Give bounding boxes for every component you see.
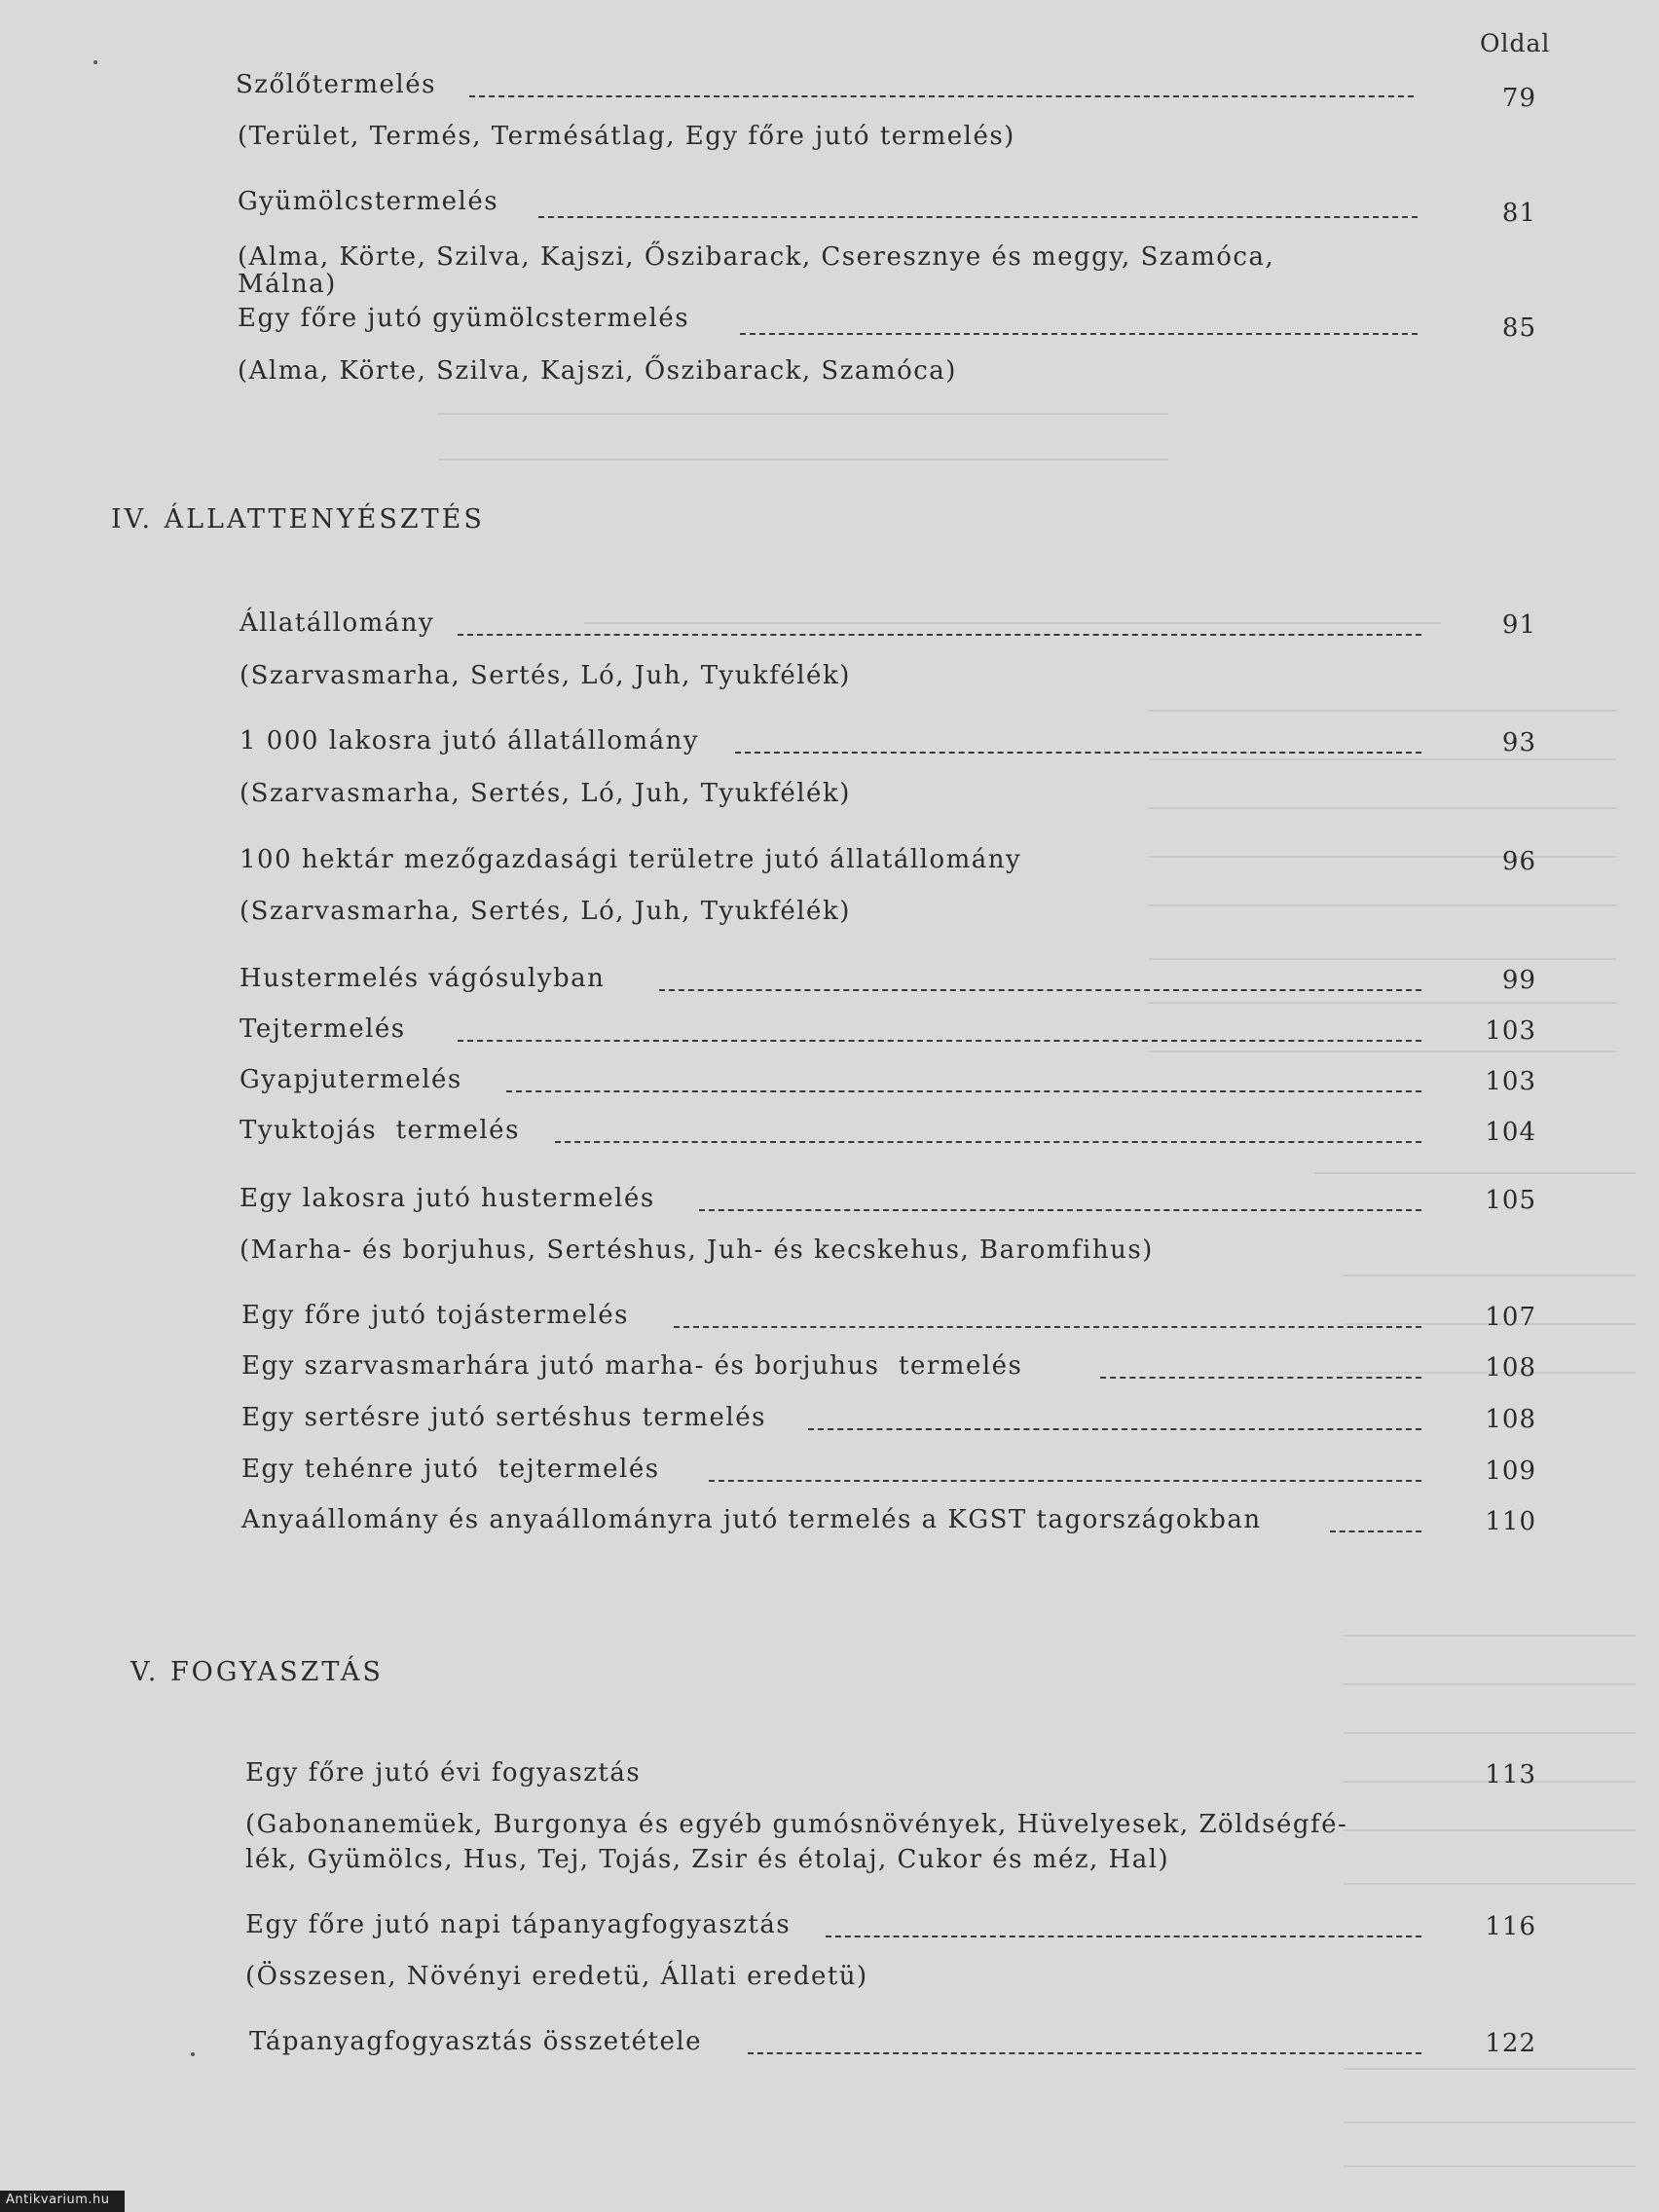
toc-entry-subtitle: (Terület, Termés, Termésátlag, Egy főre jutó termelés) bbox=[238, 122, 1015, 151]
toc-entry-page: 81 bbox=[1501, 199, 1536, 228]
toc-entry-page: 109 bbox=[1485, 1456, 1536, 1486]
toc-entry-title: 1 000 lakosra jutó állatállomány bbox=[240, 726, 700, 756]
toc-entry[interactable] bbox=[0, 1351, 1659, 1390]
toc-entry[interactable] bbox=[0, 1910, 1659, 1949]
toc-entry-page: 91 bbox=[1501, 610, 1536, 640]
toc-entry-page: 79 bbox=[1501, 84, 1536, 113]
toc-entry-page: 103 bbox=[1485, 1016, 1536, 1046]
dot-leader bbox=[699, 1209, 1421, 1211]
toc-entry-title: Állatállomány bbox=[240, 608, 435, 638]
toc-entry[interactable] bbox=[0, 608, 1659, 647]
toc-entry-page: 116 bbox=[1485, 1912, 1536, 1941]
section-heading: IV. ÁLLATTENYÉSZTÉS bbox=[111, 504, 485, 535]
toc-entry[interactable] bbox=[0, 845, 1659, 884]
toc-entry-subtitle: (Szarvasmarha, Sertés, Ló, Juh, Tyukfélék) bbox=[240, 779, 851, 808]
toc-entry-title: Egy szarvasmarhára jutó marha- és borjuhus termelés bbox=[241, 1351, 1023, 1381]
dot-leader bbox=[659, 989, 1421, 991]
dot-leader bbox=[735, 752, 1421, 754]
speck-top bbox=[93, 60, 97, 64]
toc-entry-subtitle: (Alma, Körte, Szilva, Kajszi, Őszibarack, Szamóca) bbox=[238, 356, 957, 386]
toc-entry-title: Anyaállomány és anyaállományra jutó termelés a KGST tagországokban bbox=[241, 1505, 1262, 1534]
toc-entry[interactable] bbox=[0, 304, 1659, 343]
toc-entry-subtitle: lék, Gyümölcs, Hus, Tej, Tojás, Zsir és étolaj, Cukor és méz, Hal) bbox=[245, 1845, 1170, 1874]
toc-entry[interactable] bbox=[0, 1065, 1659, 1104]
toc-entry-page: 108 bbox=[1485, 1353, 1536, 1382]
toc-entry[interactable] bbox=[0, 964, 1659, 1003]
toc-entry-page: 103 bbox=[1485, 1067, 1536, 1096]
section-heading: V. FOGYASZTÁS bbox=[130, 1657, 384, 1687]
toc-entry[interactable] bbox=[0, 1758, 1659, 1797]
toc-entry-page: 113 bbox=[1485, 1760, 1536, 1789]
toc-entry[interactable] bbox=[0, 1301, 1659, 1340]
toc-entry-title: Egy tehénre jutó tejtermelés bbox=[241, 1455, 660, 1484]
toc-entry-subtitle: (Szarvasmarha, Sertés, Ló, Juh, Tyukfélék) bbox=[240, 661, 851, 690]
toc-entry-page: 96 bbox=[1501, 847, 1536, 876]
dot-leader bbox=[748, 2052, 1421, 2054]
toc-entry[interactable] bbox=[0, 726, 1659, 765]
toc-entry-page: 110 bbox=[1485, 1507, 1536, 1536]
dot-leader bbox=[740, 333, 1418, 335]
dot-leader bbox=[709, 1480, 1421, 1482]
toc-entry-page: 104 bbox=[1485, 1118, 1536, 1147]
toc-entry-subtitle: (Összesen, Növényi eredetü, Állati eredetü) bbox=[245, 1962, 868, 1991]
toc-entry-title: Gyapjutermelés bbox=[240, 1065, 462, 1094]
toc-entry-title: Tejtermelés bbox=[240, 1014, 406, 1044]
toc-entry-title: Egy főre jutó gyümölcstermelés bbox=[238, 304, 690, 333]
toc-entry-page: 122 bbox=[1485, 2029, 1536, 2058]
toc-entry-title: Gyümölcstermelés bbox=[238, 187, 499, 216]
dot-leader bbox=[506, 1090, 1421, 1092]
toc-entry[interactable] bbox=[0, 2027, 1659, 2066]
toc-entry-page: 93 bbox=[1501, 728, 1536, 757]
toc-entry-subtitle: (Gabonanemüek, Burgonya és egyéb gumósnövények, Hüvelyesek, Zöldségfé- bbox=[245, 1810, 1348, 1839]
toc-entry[interactable] bbox=[0, 1184, 1659, 1223]
dot-leader bbox=[826, 1936, 1421, 1937]
toc-entry-page: 105 bbox=[1485, 1186, 1536, 1215]
toc-entry[interactable] bbox=[0, 1014, 1659, 1053]
dot-leader bbox=[1100, 1377, 1421, 1379]
toc-entry-subtitle: Málna) bbox=[238, 270, 337, 299]
toc-entry-title: Egy főre jutó napi tápanyagfogyasztás bbox=[245, 1910, 792, 1939]
dot-leader bbox=[458, 1040, 1421, 1042]
watermark-bar bbox=[0, 2191, 125, 2212]
toc-entry-subtitle: (Alma, Körte, Szilva, Kajszi, Őszibarack, Cseresznye és meggy, Szamóca, bbox=[238, 242, 1275, 272]
dot-leader bbox=[1330, 1530, 1421, 1532]
toc-entry-title: Egy sertésre jutó sertéshus termelés bbox=[241, 1403, 766, 1432]
toc-entry[interactable] bbox=[0, 1505, 1659, 1544]
toc-entry[interactable] bbox=[0, 187, 1659, 226]
dot-leader bbox=[808, 1428, 1421, 1430]
toc-entry-page: 108 bbox=[1485, 1405, 1536, 1434]
toc-entry-title: Egy főre jutó évi fogyasztás bbox=[245, 1758, 642, 1788]
toc-entry[interactable] bbox=[0, 1455, 1659, 1493]
page-column-header: Oldal bbox=[1480, 29, 1551, 57]
toc-entry-title: Tápanyagfogyasztás összetétele bbox=[249, 2027, 703, 2056]
dot-leader bbox=[538, 216, 1418, 218]
dot-leader bbox=[458, 634, 1421, 636]
toc-entry-title: Egy lakosra jutó hustermelés bbox=[240, 1184, 655, 1213]
dot-leader bbox=[674, 1326, 1421, 1328]
toc-entry-title: Egy főre jutó tojástermelés bbox=[241, 1301, 629, 1330]
toc-entry-subtitle: (Szarvasmarha, Sertés, Ló, Juh, Tyukfélék) bbox=[240, 897, 851, 926]
toc-entry-page: 99 bbox=[1501, 966, 1536, 995]
toc-entry-page: 107 bbox=[1485, 1303, 1536, 1332]
toc-entry-title: Szőlőtermelés bbox=[236, 70, 436, 99]
watermark-text: Antikvarium.hu bbox=[6, 2193, 110, 2207]
toc-entry-title: 100 hektár mezőgazdasági területre jutó állatállomány bbox=[240, 845, 1022, 874]
toc-entry-subtitle: (Marha- és borjuhus, Sertéshus, Juh- és kecskehus, Baromfihus) bbox=[240, 1235, 1154, 1265]
toc-entry[interactable] bbox=[0, 1403, 1659, 1442]
dot-leader bbox=[555, 1141, 1421, 1143]
toc-entry-page: 85 bbox=[1501, 313, 1536, 343]
dot-leader bbox=[469, 95, 1414, 97]
toc-entry[interactable] bbox=[0, 1116, 1659, 1155]
toc-entry-title: Tyuktojás termelés bbox=[240, 1116, 520, 1145]
toc-entry-title: Hustermelés vágósulyban bbox=[240, 964, 606, 993]
toc-entry[interactable] bbox=[0, 70, 1659, 113]
